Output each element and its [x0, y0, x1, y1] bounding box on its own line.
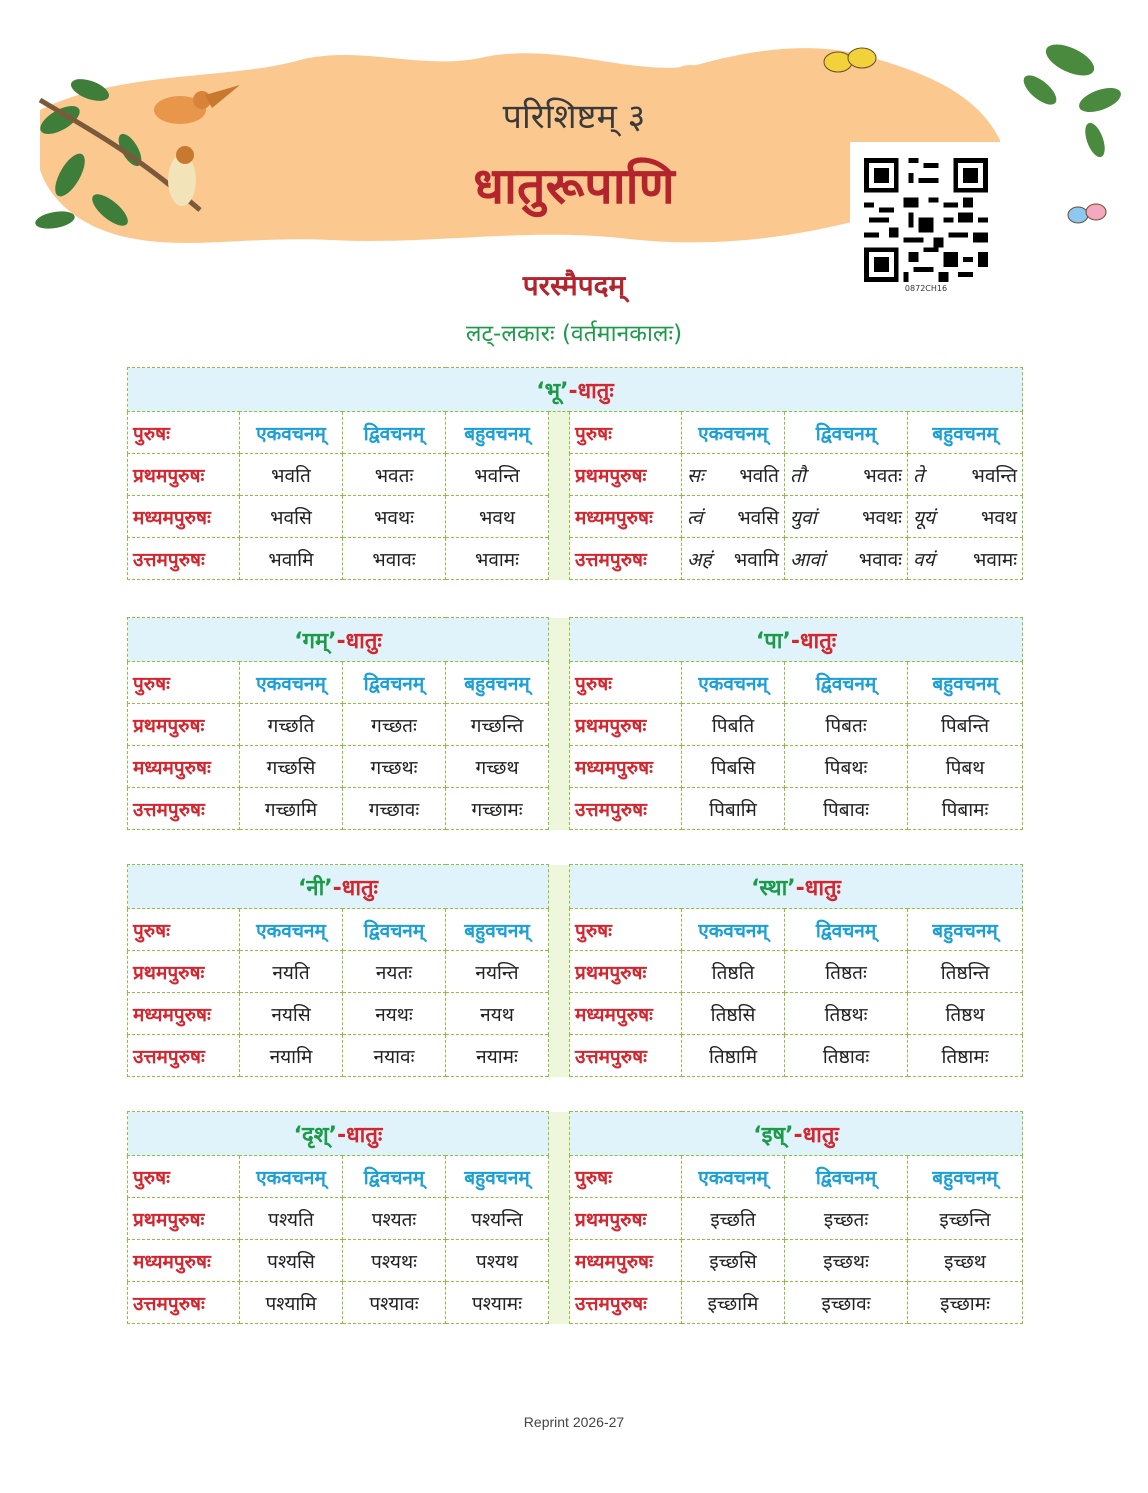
verb-form: भवथः — [343, 496, 446, 538]
purusha-header: पुरुषः — [570, 1156, 682, 1198]
verb-form: पश्यति — [240, 1198, 343, 1240]
page-title: धातुरूपाणि — [473, 157, 675, 215]
verb-form: गच्छतः — [343, 704, 446, 746]
dvivachana-header: द्विवचनम् — [785, 412, 908, 454]
bahuvachana-header: बहुवचनम् — [908, 662, 1023, 704]
table-row — [128, 454, 1023, 496]
row-label: प्रथमपुरुषः — [128, 951, 240, 993]
row-label: प्रथमपुरुषः — [570, 454, 682, 496]
column-separator — [549, 412, 570, 580]
purusha-header: पुरुषः — [128, 909, 240, 951]
verb-form: भवामः — [446, 538, 549, 580]
verb-form: पिबसि — [682, 746, 785, 788]
verb-form: इच्छथः — [785, 1240, 908, 1282]
row-label: मध्यमपुरुषः — [570, 746, 682, 788]
column-separator — [549, 1112, 570, 1324]
verb-form: पश्यामि — [240, 1282, 343, 1324]
bahuvachana-header: बहुवचनम् — [446, 1156, 549, 1198]
verb-form: गच्छथ — [446, 746, 549, 788]
pronoun-verb-cell: युवां भवथः — [785, 496, 908, 538]
verb-form: भवतः — [343, 454, 446, 496]
verb-form: पिबथ — [908, 746, 1023, 788]
row-label: मध्यमपुरुषः — [570, 1240, 682, 1282]
verb-form: नयथ — [446, 993, 549, 1035]
purusha-header: पुरुषः — [128, 662, 240, 704]
verb-form: पिबतः — [785, 704, 908, 746]
dhatu-header-ish: ‘इष्’-धातुः — [570, 1112, 1023, 1156]
table-row — [128, 1198, 1023, 1240]
column-separator — [549, 865, 570, 1077]
qr-code-label: 0872CH16 — [904, 284, 948, 293]
table-row — [128, 1282, 1023, 1324]
ekavachana-header: एकवचनम् — [682, 412, 785, 454]
dhatu-header-drish: ‘दृश्’-धातुः — [128, 1112, 549, 1156]
verb-form: गच्छन्ति — [446, 704, 549, 746]
dhatu-table-gam-pa — [127, 617, 1022, 830]
table-row — [128, 1035, 1023, 1077]
row-label: मध्यमपुरुषः — [570, 496, 682, 538]
verb-form: इच्छामः — [908, 1282, 1023, 1324]
dhatu-table-bhu — [127, 367, 1022, 580]
verb-form: पश्यथ — [446, 1240, 549, 1282]
verb-form: पश्यतः — [343, 1198, 446, 1240]
verb-form: तिष्ठति — [682, 951, 785, 993]
verb-form: इच्छथ — [908, 1240, 1023, 1282]
verb-form: पिबावः — [785, 788, 908, 830]
verb-form: पश्यामः — [446, 1282, 549, 1324]
verb-form: इच्छावः — [785, 1282, 908, 1324]
verb-form: गच्छथः — [343, 746, 446, 788]
verb-form: गच्छावः — [343, 788, 446, 830]
verb-form: तिष्ठन्ति — [908, 951, 1023, 993]
verb-form: पश्यसि — [240, 1240, 343, 1282]
dhatu-header-pa: ‘पा’-धातुः — [570, 618, 1023, 662]
table-row — [128, 412, 1023, 454]
appendix-label: परिशिष्टम् ३ — [502, 97, 646, 137]
pronoun-verb-cell: आवां भवावः — [785, 538, 908, 580]
verb-form: तिष्ठथः — [785, 993, 908, 1035]
table-row — [128, 496, 1023, 538]
dhatu-header-stha: ‘स्था’-धातुः — [570, 865, 1023, 909]
ekavachana-header: एकवचनम् — [682, 662, 785, 704]
row-label: उत्तमपुरुषः — [128, 538, 240, 580]
purusha-header: पुरुषः — [570, 909, 682, 951]
bahuvachana-header: बहुवचनम् — [908, 1156, 1023, 1198]
dhatu-header-bhu: ‘भू’-धातुः — [128, 368, 1023, 412]
verb-form: नयन्ति — [446, 951, 549, 993]
row-label: उत्तमपुरुषः — [570, 1035, 682, 1077]
row-label: मध्यमपुरुषः — [128, 1240, 240, 1282]
verb-form: गच्छति — [240, 704, 343, 746]
row-label: प्रथमपुरुषः — [570, 1198, 682, 1240]
verb-form: भवसि — [240, 496, 343, 538]
section-subheading: लट्-लकारः (वर्तमानकालः) — [465, 321, 683, 347]
row-label: उत्तमपुरुषः — [570, 1282, 682, 1324]
bahuvachana-header: बहुवचनम् — [908, 412, 1023, 454]
dvivachana-header: द्विवचनम् — [343, 1156, 446, 1198]
dhatu-header-gam: ‘गम्’-धातुः — [128, 618, 549, 662]
verb-form: तिष्ठामि — [682, 1035, 785, 1077]
purusha-header: पुरुषः — [128, 412, 240, 454]
verb-form: नयावः — [343, 1035, 446, 1077]
row-label: मध्यमपुरुषः — [128, 746, 240, 788]
verb-form: नयतः — [343, 951, 446, 993]
row-label: प्रथमपुरुषः — [570, 951, 682, 993]
row-label: उत्तमपुरुषः — [128, 1035, 240, 1077]
ekavachana-header: एकवचनम् — [682, 909, 785, 951]
verb-form: नयसि — [240, 993, 343, 1035]
verb-form: इच्छतः — [785, 1198, 908, 1240]
verb-form: गच्छसि — [240, 746, 343, 788]
row-label: उत्तमपुरुषः — [570, 788, 682, 830]
verb-form: पिबामि — [682, 788, 785, 830]
pronoun-verb-cell: वयं भवामः — [908, 538, 1023, 580]
verb-form: पश्यन्ति — [446, 1198, 549, 1240]
table-row — [128, 538, 1023, 580]
verb-form: भवन्ति — [446, 454, 549, 496]
pronoun-verb-cell: सः भवति — [682, 454, 785, 496]
verb-form: इच्छन्ति — [908, 1198, 1023, 1240]
row-label: प्रथमपुरुषः — [570, 704, 682, 746]
dhatu-header-ni: ‘नी’-धातुः — [128, 865, 549, 909]
verb-form: इच्छसि — [682, 1240, 785, 1282]
table-row — [128, 662, 1023, 704]
verb-form: तिष्ठसि — [682, 993, 785, 1035]
verb-form: तिष्ठामः — [908, 1035, 1023, 1077]
table-row — [128, 951, 1023, 993]
bahuvachana-header: बहुवचनम् — [908, 909, 1023, 951]
pronoun-verb-cell: तौ भवतः — [785, 454, 908, 496]
bahuvachana-header: बहुवचनम् — [446, 662, 549, 704]
qr-code-icon — [864, 158, 988, 282]
verb-form: पिबन्ति — [908, 704, 1023, 746]
pronoun-verb-cell: अहं भवामि — [682, 538, 785, 580]
verb-form: नयामि — [240, 1035, 343, 1077]
verb-form: इच्छामि — [682, 1282, 785, 1324]
verb-form: भवावः — [343, 538, 446, 580]
verb-form: इच्छति — [682, 1198, 785, 1240]
table-row — [128, 1156, 1023, 1198]
verb-form: भवति — [240, 454, 343, 496]
row-label: उत्तमपुरुषः — [570, 538, 682, 580]
table-row — [128, 993, 1023, 1035]
dvivachana-header: द्विवचनम् — [343, 412, 446, 454]
section-heading: परस्मैपदम् — [522, 269, 626, 302]
table-row — [128, 746, 1023, 788]
table-row — [128, 1240, 1023, 1282]
verb-form: पिबथः — [785, 746, 908, 788]
footer-reprint: Reprint 2026-27 — [523, 1414, 625, 1430]
ekavachana-header: एकवचनम् — [240, 1156, 343, 1198]
row-label: प्रथमपुरुषः — [128, 704, 240, 746]
verb-form: नयति — [240, 951, 343, 993]
verb-form: गच्छामि — [240, 788, 343, 830]
row-label: मध्यमपुरुषः — [570, 993, 682, 1035]
dhatu-table-ni-stha — [127, 864, 1022, 1077]
verb-form: तिष्ठतः — [785, 951, 908, 993]
row-label: उत्तमपुरुषः — [128, 788, 240, 830]
row-label: मध्यमपुरुषः — [128, 496, 240, 538]
verb-form: भवामि — [240, 538, 343, 580]
ekavachana-header: एकवचनम् — [240, 412, 343, 454]
purusha-header: पुरुषः — [570, 662, 682, 704]
dvivachana-header: द्विवचनम् — [785, 909, 908, 951]
verb-form: पश्यथः — [343, 1240, 446, 1282]
pronoun-verb-cell: त्वं भवसि — [682, 496, 785, 538]
verb-form: पिबामः — [908, 788, 1023, 830]
row-label: प्रथमपुरुषः — [128, 1198, 240, 1240]
orange-dot — [672, 65, 708, 89]
bahuvachana-header: बहुवचनम् — [446, 412, 549, 454]
table-row — [128, 909, 1023, 951]
verb-form: नयथः — [343, 993, 446, 1035]
pronoun-verb-cell: ते भवन्ति — [908, 454, 1023, 496]
purusha-header: पुरुषः — [570, 412, 682, 454]
verb-form: नयामः — [446, 1035, 549, 1077]
verb-form: तिष्ठथ — [908, 993, 1023, 1035]
ekavachana-header: एकवचनम् — [240, 662, 343, 704]
verb-form: भवथ — [446, 496, 549, 538]
table-row — [128, 704, 1023, 746]
verb-form: गच्छामः — [446, 788, 549, 830]
dvivachana-header: द्विवचनम् — [785, 662, 908, 704]
dvivachana-header: द्विवचनम् — [343, 662, 446, 704]
verb-form: पश्यावः — [343, 1282, 446, 1324]
table-row — [128, 788, 1023, 830]
dhatu-table-drish-ish — [127, 1111, 1022, 1324]
row-label: प्रथमपुरुषः — [128, 454, 240, 496]
ekavachana-header: एकवचनम् — [240, 909, 343, 951]
column-separator — [549, 618, 570, 830]
ekavachana-header: एकवचनम् — [682, 1156, 785, 1198]
row-label: उत्तमपुरुषः — [128, 1282, 240, 1324]
row-label: मध्यमपुरुषः — [128, 993, 240, 1035]
dvivachana-header: द्विवचनम् — [785, 1156, 908, 1198]
verb-form: तिष्ठावः — [785, 1035, 908, 1077]
purusha-header: पुरुषः — [128, 1156, 240, 1198]
bahuvachana-header: बहुवचनम् — [446, 909, 549, 951]
pronoun-verb-cell: यूयं भवथ — [908, 496, 1023, 538]
verb-form: पिबति — [682, 704, 785, 746]
dvivachana-header: द्विवचनम् — [343, 909, 446, 951]
